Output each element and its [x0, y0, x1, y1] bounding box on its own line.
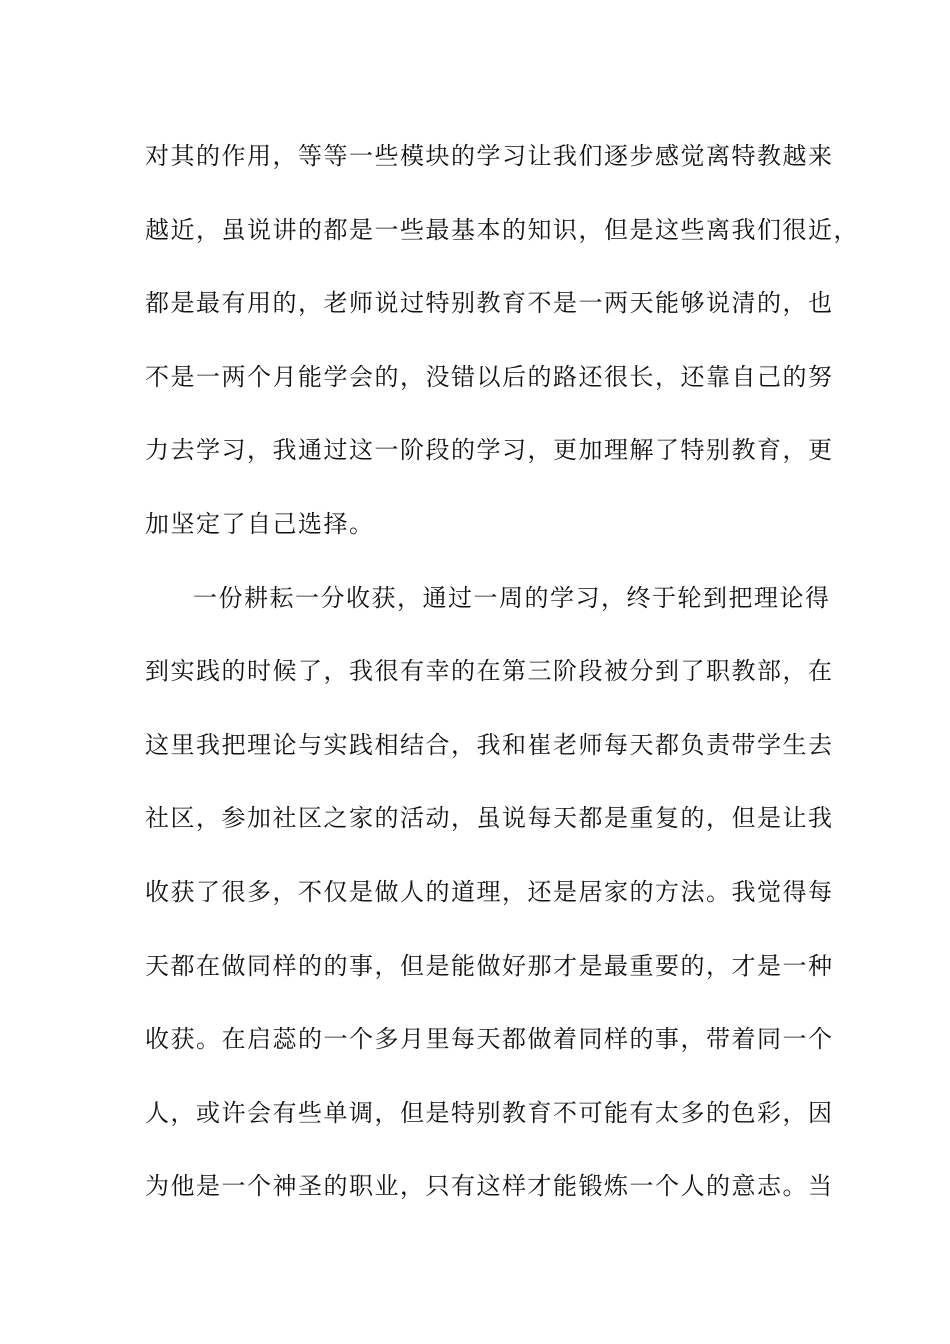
text-line: [0, 200, 950, 274]
text-line: [0, 788, 950, 862]
text-line: [0, 420, 950, 494]
text-line-content: 越近，虽说讲的都是一些最基本的知识，但是这些离我们很近，: [145, 215, 859, 244]
text-line: [0, 347, 950, 421]
text-line: [0, 862, 950, 936]
text-line-content: 不是一两个月能学会的，没错以后的路还很长，还靠自己的努: [145, 362, 834, 391]
text-line-content: 这里我把理论与实践相结合，我和崔老师每天都负责带学生去: [145, 730, 834, 759]
paragraph-first-line: [0, 568, 950, 642]
text-line-content: 都是最有用的，老师说过特别教育不是一两天能够说清的，也: [145, 289, 834, 318]
text-line-content: 天都在做同样的的事，但是能做好那才是最重要的，才是一种: [145, 951, 834, 980]
text-line: [0, 273, 950, 347]
text-line-content: 加坚定了自己选择。: [145, 509, 375, 538]
text-line-content: 社区，参加社区之家的活动，虽说每天都是重复的，但是让我: [145, 804, 834, 833]
text-line: [0, 1083, 950, 1157]
text-line: [0, 494, 950, 568]
text-line: [0, 1009, 950, 1083]
text-line-content: 到实践的时候了，我很有幸的在第三阶段被分到了职教部，在: [145, 657, 834, 686]
text-line-content: 收获。在启蕊的一个多月里每天都做着同样的事，带着同一个: [145, 1025, 834, 1054]
text-line: [0, 1156, 950, 1230]
text-line-content: 人，或许会有些单调，但是特别教育不可能有太多的色彩，因: [145, 1098, 834, 1127]
text-line: [0, 715, 950, 789]
document-body: [0, 126, 950, 1230]
text-line: [0, 126, 950, 200]
text-line: [0, 936, 950, 1010]
text-line-content: 力去学习，我通过这一阶段的学习，更加理解了特别教育，更: [145, 436, 834, 465]
text-line-content: 为他是一个神圣的职业，只有这样才能锻炼一个人的意志。当: [145, 1172, 834, 1201]
text-line: [0, 641, 950, 715]
text-line-content: 一份耕耘一分收获，通过一周的学习，终于轮到把理论得: [193, 583, 831, 612]
text-line-content: 对其的作用，等等一些模块的学习让我们逐步感觉离特教越来: [145, 142, 834, 170]
text-line-content: 收获了很多，不仅是做人的道理，还是居家的方法。我觉得每: [145, 877, 834, 906]
